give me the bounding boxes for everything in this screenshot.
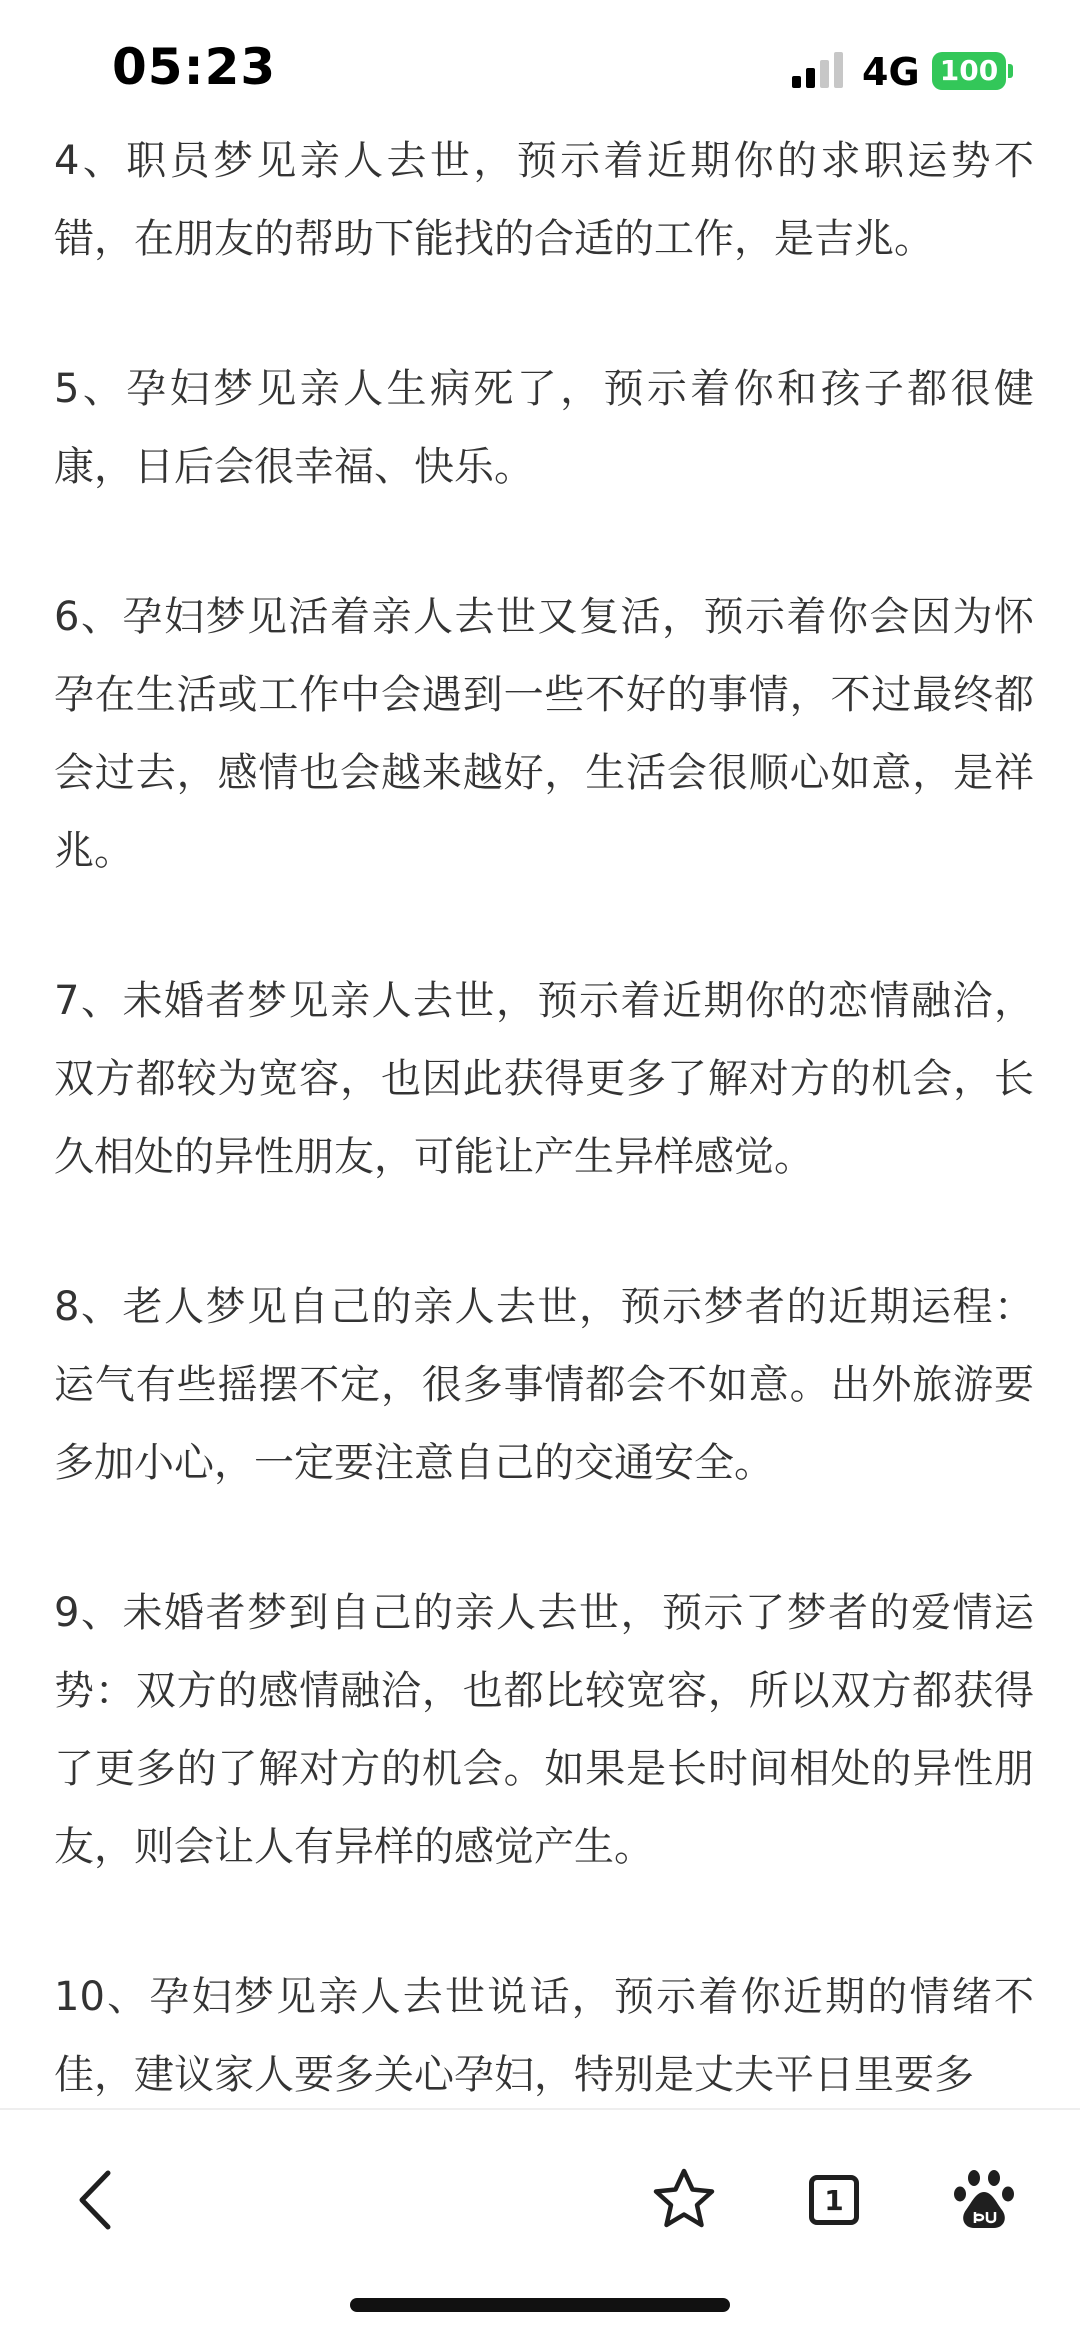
favorite-button[interactable] [634, 2150, 734, 2250]
battery-icon: 100 [932, 52, 1006, 90]
article-content [54, 122, 1034, 2108]
baidu-button[interactable] [934, 2150, 1034, 2250]
article-paragraph: 8、老人梦见自己的亲人去世，预示梦者的近期运程：运气有些摇摆不定，很多事情都会不如意。出外旅游要多加小心，一定要注意自己的交通安全。 [54, 1284, 1034, 1486]
home-indicator[interactable] [350, 2298, 730, 2312]
article-paragraph: 7、未婚者梦见亲人去世，预示着近期你的恋情融洽，双方都较为宽容，也因此获得更多了解对方的机会，长久相处的异性朋友，可能让产生异样感觉。 [54, 978, 1034, 1180]
article-paragraph: 5、孕妇梦见亲人生病死了，预示着你和孩子都很健康，日后会很幸福、快乐。 [54, 366, 1034, 490]
chevron-left-icon [66, 2165, 126, 2235]
network-type: 4G [862, 50, 920, 94]
article-paragraph: 9、未婚者梦到自己的亲人去世，预示了梦者的爱情运势：双方的感情融洽，也都比较宽容，所以双方都获得了更多的了解对方的机会。如果是长时间相处的异性朋友，则会让人有异样的感觉产生。 [54, 1590, 1034, 1870]
status-bar [0, 0, 1080, 130]
article-paragraph: 6、孕妇梦见活着亲人去世又复活，预示着你会因为怀孕在生活或工作中会遇到一些不好的事情，不过最终都会过去，感情也会越来越好，生活会很顺心如意，是祥兆。 [54, 594, 1034, 874]
tab-count: 1 [809, 2175, 859, 2225]
star-icon [650, 2166, 718, 2234]
tabs-button[interactable] [784, 2150, 884, 2250]
article-paragraph: 4、职员梦见亲人去世，预示着近期你的求职运势不错，在朋友的帮助下能找的合适的工作，是吉兆。 [54, 138, 1034, 262]
baidu-paw-icon [952, 2168, 1016, 2232]
battery-nub [1008, 64, 1013, 78]
status-time: 05:23 [112, 38, 277, 96]
cellular-signal-icon [790, 52, 850, 88]
back-button[interactable] [46, 2150, 146, 2250]
article-paragraph: 10、孕妇梦见亲人去世说话，预示着你近期的情绪不佳，建议家人要多关心孕妇，特别是丈夫平日里要多 [54, 1974, 1034, 2098]
